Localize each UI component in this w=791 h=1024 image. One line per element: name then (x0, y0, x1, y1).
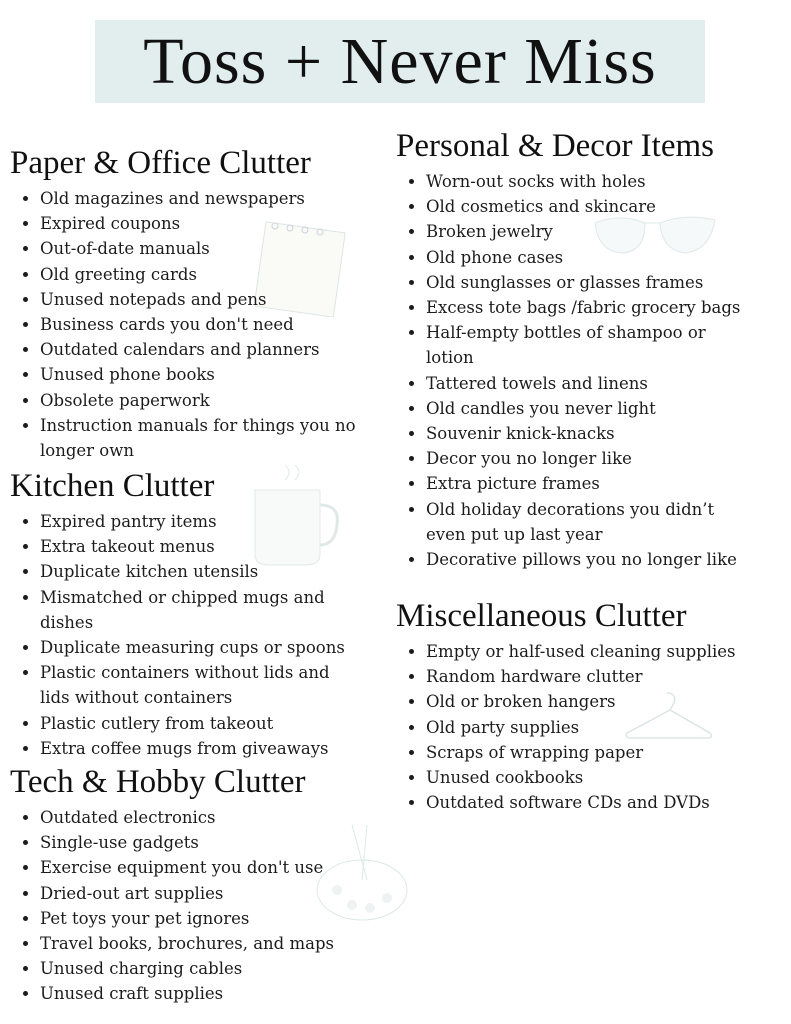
list-item: • Plastic cutlery from takeout (40, 711, 355, 736)
list-item: • Tattered towels and linens (426, 371, 756, 396)
list-item: • Outdated calendars and planners (40, 337, 370, 362)
item-list (10, 186, 370, 463)
list-item: • Exercise equipment you don't use (40, 855, 355, 880)
list-item: • Obsolete paperwork (40, 388, 370, 413)
section-miscellaneous (396, 597, 766, 815)
list-item: • Half-empty bottles of shampoo or lotion (426, 320, 756, 370)
list-item: • Worn-out socks with holes (426, 169, 756, 194)
list-item: • Old magazines and newspapers (40, 186, 370, 211)
list-item: • Out-of-date manuals (40, 236, 370, 261)
list-item: • Duplicate measuring cups or spoons (40, 635, 355, 660)
list-item: • Outdated electronics (40, 805, 355, 830)
list-item: • Decor you no longer like (426, 446, 756, 471)
list-item: • Outdated software CDs and DVDs (426, 790, 766, 815)
item-list (10, 509, 355, 761)
list-item: • Old or broken hangers (426, 689, 766, 714)
list-item: • Unused charging cables (40, 956, 355, 981)
item-list (396, 639, 766, 815)
list-item: • Instruction manuals for things you no longer own (40, 413, 370, 463)
section-heading: Tech & Hobby Clutter (10, 764, 306, 800)
list-item: • Extra coffee mugs from giveaways (40, 736, 355, 761)
list-item: • Expired coupons (40, 211, 370, 236)
list-item: • Unused notepads and pens (40, 287, 370, 312)
section-paper-office (10, 144, 370, 463)
list-item: • Old sunglasses or glasses frames (426, 270, 756, 295)
list-item: • Expired pantry items (40, 509, 355, 534)
page-title: Toss + Never Miss (143, 24, 657, 98)
list-item: • Broken jewelry (426, 219, 756, 244)
list-item: • Plastic containers without lids and lids without containers (40, 660, 355, 710)
list-item: • Extra picture frames (426, 471, 756, 496)
item-list (396, 169, 756, 572)
section-tech-hobby (10, 763, 355, 1007)
list-item: • Unused cookbooks (426, 765, 766, 790)
list-item: • Souvenir knick-knacks (426, 421, 756, 446)
list-item: • Unused phone books (40, 362, 370, 387)
list-item: • Pet toys your pet ignores (40, 906, 355, 931)
list-item: • Old holiday decorations you didn’t even put up last year (426, 497, 756, 547)
section-heading: Paper & Office Clutter (10, 145, 311, 181)
list-item: • Old phone cases (426, 245, 756, 270)
list-item: • Old party supplies (426, 715, 766, 740)
list-item: • Dried-out art supplies (40, 881, 355, 906)
list-item: • Random hardware clutter (426, 664, 766, 689)
list-item: • Old candles you never light (426, 396, 756, 421)
section-heading: Personal & Decor Items (396, 128, 714, 164)
list-item: • Travel books, brochures, and maps (40, 931, 355, 956)
list-item: • Old cosmetics and skincare (426, 194, 756, 219)
list-item: • Extra takeout menus (40, 534, 355, 559)
list-item: • Single-use gadgets (40, 830, 355, 855)
section-heading: Miscellaneous Clutter (396, 598, 687, 634)
list-item: • Scraps of wrapping paper (426, 740, 766, 765)
list-item: • Unused craft supplies (40, 981, 355, 1006)
list-item: • Decorative pillows you no longer like (426, 547, 756, 572)
item-list (10, 805, 355, 1007)
section-personal-decor (396, 127, 756, 572)
section-heading: Kitchen Clutter (10, 468, 215, 504)
title-banner (95, 20, 705, 103)
list-item: • Excess tote bags /fabric grocery bags (426, 295, 756, 320)
section-kitchen (10, 467, 355, 761)
list-item: • Old greeting cards (40, 262, 370, 287)
list-item: • Empty or half-used cleaning supplies (426, 639, 766, 664)
list-item: • Mismatched or chipped mugs and dishes (40, 585, 355, 635)
list-item: • Business cards you don't need (40, 312, 370, 337)
list-item: • Duplicate kitchen utensils (40, 559, 355, 584)
